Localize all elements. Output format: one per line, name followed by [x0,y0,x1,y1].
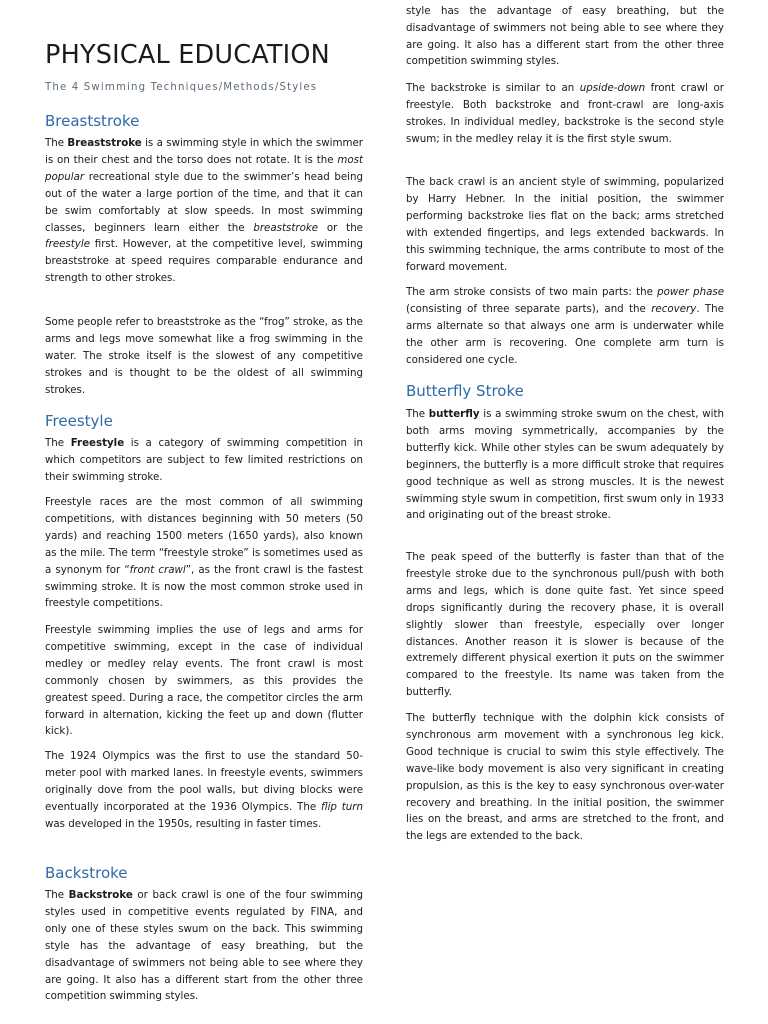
bold-term: Backstroke [68,889,133,901]
italic-term: breaststroke [253,221,319,234]
backstroke-paragraph-4 [406,284,724,369]
page-title: PHYSICAL EDUCATION [45,40,330,70]
text-run: The backstroke is similar to an [406,82,580,94]
breaststroke-paragraph-2: Some people refer to breaststroke as the “frog” stroke, as the arms and legs move somewhat like a frog swimming in the water. The stroke itself is the slowest of any competitive strokes and is thought to be the oldest of all swimming strokes. [45,316,363,396]
text-run: ”, as the front crawl is the fastest swimming stroke. It is now the most common stroke used in freestyle competitions. [45,563,363,610]
breaststroke-paragraph-1 [45,135,363,287]
text-run: first. However, at the competitive level, swimming breaststroke at speed requires comparable endurance and strength to other strokes. [45,238,363,285]
backstroke-paragraph-2 [406,80,724,148]
text-run: The 1924 Olympics was the first to use the standard 50-meter pool with marked lanes. In freestyle events, swimmers originally dove from the pool walls, but diving blocks were eventually incorporated at the 1936 Olympics. The [45,750,363,813]
text-run: or back crawl is one of the four swimming styles used in competitive events regulated by FINA, and only one of these styles swum on the back. This swimming style has the advantage of easy breathing, but the disadvantage of swimmers not being able to see where they are going. It also has a different start from the other three competition swimming styles. [45,889,363,1003]
text-run: The [406,408,429,420]
heading-butterfly: Butterfly Stroke [406,382,524,400]
italic-term: recovery [651,302,697,315]
butterfly-paragraph-2: The peak speed of the butterfly is faster than that of the freestyle stroke due to the synchronous pull/push with both arms and legs, which is done quite fast. Yet since speed drops significantly during the recovery phase, it is overall slightly slower than freestyle, especially over longer distances. Another reason it is slower is because of the extremely different physical exertion it puts on the swimmer compared to the freestyle. Its name was taken from the butterfly. [406,551,724,699]
italic-term: power phase [657,286,724,298]
heading-backstroke: Backstroke [45,864,128,882]
butterfly-paragraph-1 [406,406,724,524]
bold-term: Freestyle [70,437,125,449]
butterfly-paragraph-3: The butterfly technique with the dolphin kick consists of synchronous arm movement with a synchronous leg kick. Good technique is crucial to swim this style effectively. The wave-like body movement is also very significant in creating propulsion, as this is the key to easy synchronous over-water recovery and breathing. In the initial position, the swimmer lies on the breast, and arms are stretched to the front, and the legs are extended to the back. [406,712,724,843]
text-run: The [45,137,68,149]
backstroke-paragraph-1-part-2 [406,0,724,70]
freestyle-paragraph-3: Freestyle swimming implies the use of legs and arms for competitive swimming, except in the case of individual medley or medley relay events. The front crawl is most commonly chosen by swimmers, as this provides the greatest speed. During a race, the competitor circles the arm forward in alternation, kicking the feet up and down (flutter kick). [45,624,363,738]
text-run: Freestyle races are the most common of all swimming competitions, with distances beginning with 50 meters (50 yards) and reaching 1500 meters (1650 yards), also known as the mile. The term “freestyle stroke” is sometimes used as a synonym for “ [45,496,363,576]
page-subtitle: The 4 Swimming Techniques/Methods/Styles [45,82,318,93]
text-run: or the [318,221,363,234]
italic-term: freestyle [45,238,91,251]
text-run: is a swimming stroke swum on the chest, with both arms moving symmetrically, accompanies by the butterfly kick. While other styles can be swum adequately by beginners, the butterfly is a more difficult stroke that requires good technique as well as strong muscles. It is the newest swimming style swum in competition, first swum only in 1933 and originating out of the breast stroke. [406,408,724,522]
text-run: front crawl or freestyle. Both backstroke and front-crawl are long-axis strokes. In individual medley, backstroke is the second style swum; in the medley relay it is the first style swum. [406,82,724,145]
text-run: is a category of swimming competition in which competitors are subject to few limited restrictions on their swimming stroke. [45,437,363,483]
text-run: The [45,437,71,449]
bold-term: butterfly [428,408,480,420]
text-run: (consisting of three separate parts), and the [406,302,652,315]
heading-breaststroke: Breaststroke [45,112,140,130]
freestyle-paragraph-1 [45,435,363,486]
column-continuation-window [406,4,724,71]
text-run: is a swimming style in which the swimmer is on their chest and the torso does not rotate. It is the [45,137,363,166]
italic-term: front crawl [129,563,186,576]
bold-term: Breaststroke [67,137,142,149]
text-run: style has the advantage of easy breathing, but the disadvantage of swimmers not being able to see where they are going. It also has a different start from the other three competition swimming styles. [406,4,724,68]
text-run: recreational style due to the swimmer’s head being out of the water a large portion of the time, and that it can be swim comfortably at slow speeds. In most swimming classes, beginners learn either the [45,170,363,234]
backstroke-paragraph-1-part-1 [45,887,363,1003]
freestyle-paragraph-4 [45,748,363,833]
backstroke-paragraph-3: The back crawl is an ancient style of swimming, popularized by Harry Hebner. In the initial position, the swimmer performing backstroke lies flat on the back; arms stretched with extended fingertips, and legs extended backwards. In this swimming technique, the arms contribute to most of the forward movement. [406,176,724,273]
text-run: The arm stroke consists of two main parts: the [406,286,658,298]
italic-term: most popular [45,153,363,183]
italic-term: upside-down [579,82,646,94]
text-run: The [45,889,69,901]
heading-freestyle: Freestyle [45,412,113,430]
text-run: . The arms alternate so that always one arm is underwater while the other arm is recovering. One complete arm turn is considered one cycle. [406,302,724,366]
text-run: was developed in the 1950s, resulting in faster times. [45,817,322,830]
italic-term: flip turn [320,800,363,813]
freestyle-paragraph-2 [45,494,363,612]
